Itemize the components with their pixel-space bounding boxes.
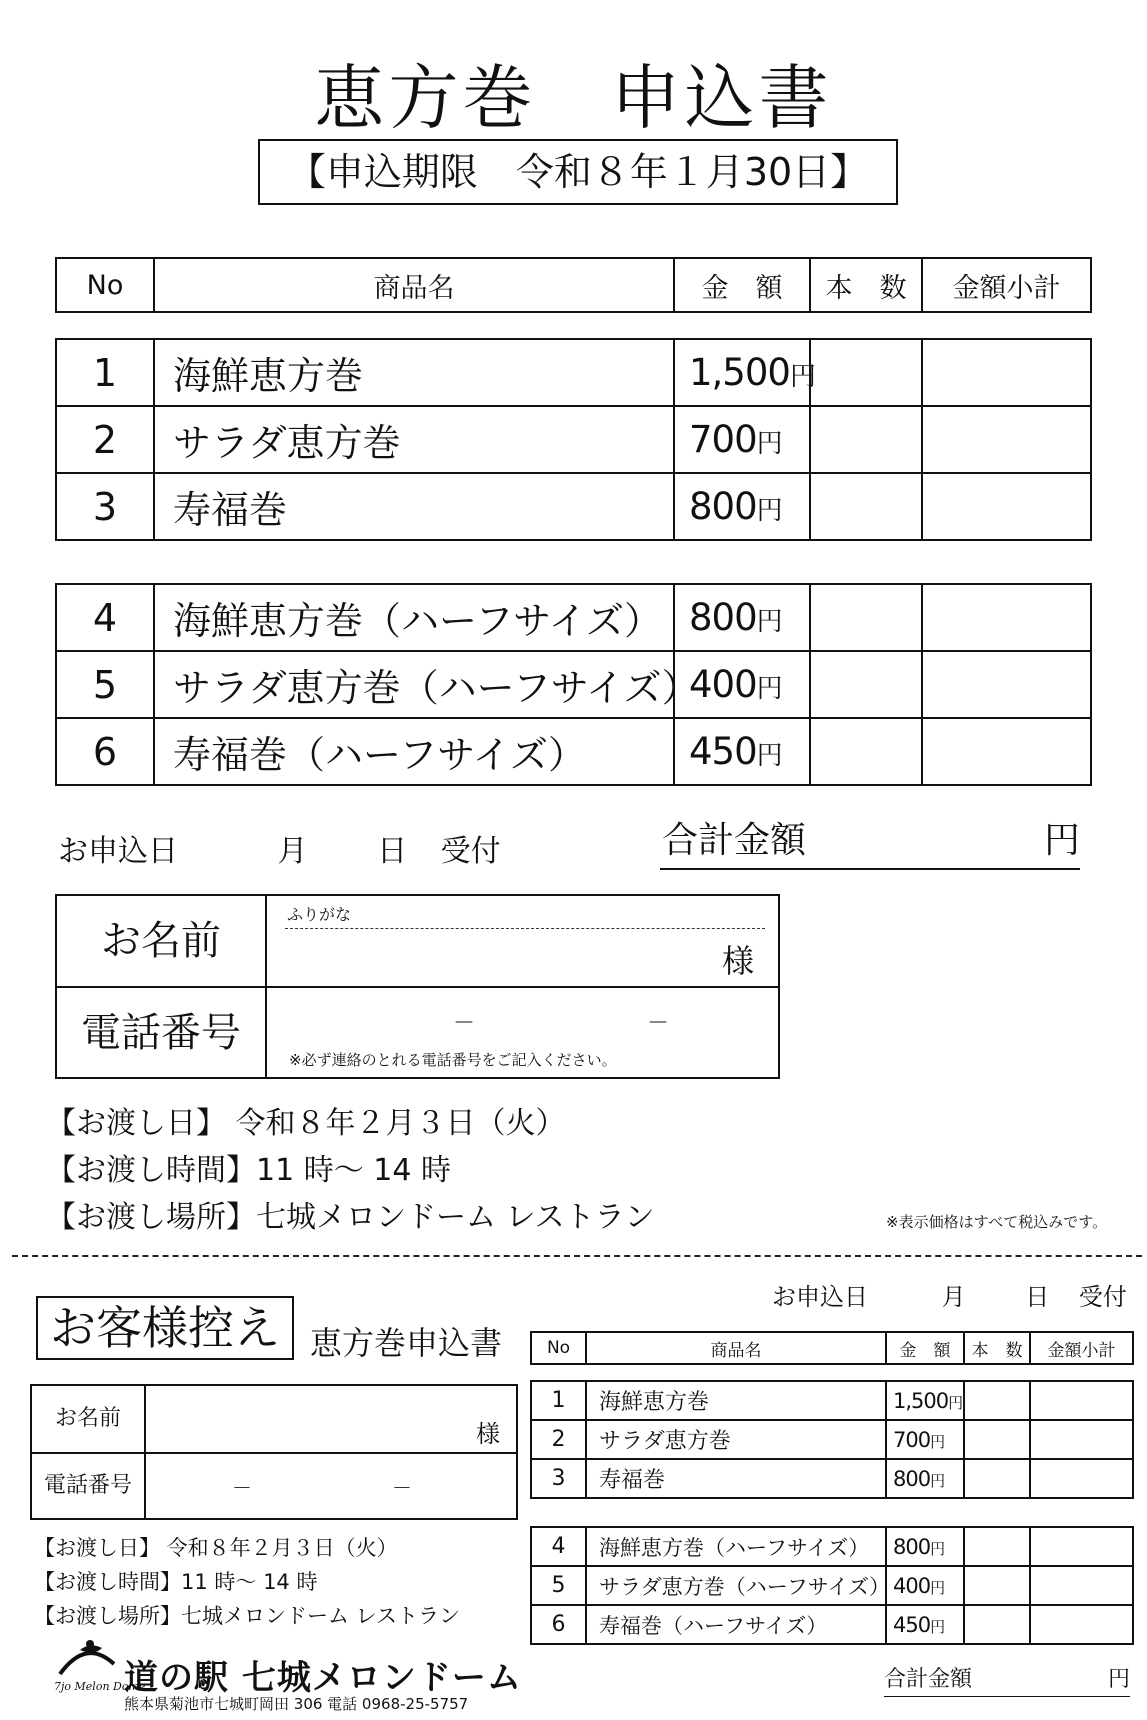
phone-label: 電話番号 <box>81 1010 241 1056</box>
qty-cell[interactable] <box>810 406 922 473</box>
item-no: 5 <box>531 1566 586 1605</box>
qty-cell[interactable] <box>810 651 922 718</box>
subtotal-cell[interactable] <box>922 718 1091 785</box>
logo-script-text: 7jo Melon Dome <box>54 1680 146 1693</box>
item-no: 1 <box>531 1381 586 1420</box>
header-no: No <box>531 1332 586 1364</box>
item-price: 450円 <box>674 718 810 785</box>
qty-cell[interactable] <box>810 584 922 651</box>
customer-copy-badge: お客様控え <box>36 1296 294 1360</box>
stub-header-table <box>530 1331 1134 1365</box>
name-field[interactable] <box>287 932 767 982</box>
pickup-time: 【お渡し時間】11 時～ 14 時 <box>46 1153 451 1188</box>
item-name: 寿福巻 <box>586 1459 886 1498</box>
qty-cell[interactable] <box>810 473 922 540</box>
subtotal-cell[interactable] <box>1030 1381 1133 1420</box>
table-row <box>56 584 1091 651</box>
stub-pickup-time: 【お渡し時間】11 時～ 14 時 <box>34 1570 318 1594</box>
apply-date-row <box>58 826 501 870</box>
header-qty: 本 数 <box>964 1332 1030 1364</box>
item-name: 寿福巻（ハーフサイズ） <box>154 718 674 785</box>
header-no: No <box>56 258 154 312</box>
product-table-half <box>55 583 1092 786</box>
item-name: 寿福巻 <box>154 473 674 540</box>
tax-note: ※表示価格はすべて税込みです。 <box>886 1213 1108 1231</box>
phone-dash-1: － <box>232 1476 252 1500</box>
header-product: 商品名 <box>154 258 674 312</box>
melon-dome-logo-icon <box>50 1634 146 1698</box>
furigana-label: ふりがな <box>287 905 352 924</box>
item-price: 700円 <box>886 1420 964 1459</box>
item-name: サラダ恵方巻（ハーフサイズ） <box>586 1566 886 1605</box>
item-name: 海鮮恵方巻（ハーフサイズ） <box>154 584 674 651</box>
stub-title: 恵方巻申込書 <box>310 1324 503 1362</box>
subtotal-cell[interactable] <box>922 584 1091 651</box>
subtotal-cell[interactable] <box>922 339 1091 406</box>
stub-total-field[interactable] <box>884 1660 1130 1697</box>
apply-received: 受付 <box>440 834 501 869</box>
product-header-table <box>55 257 1092 313</box>
header-qty: 本 数 <box>810 258 922 312</box>
table-row <box>56 406 1091 473</box>
stub-customer-box <box>30 1384 518 1520</box>
item-no: 3 <box>531 1459 586 1498</box>
table-row <box>56 339 1091 406</box>
header-price: 金 額 <box>886 1332 964 1364</box>
deadline-box: 【申込期限 令和８年１月30日】 <box>258 139 898 205</box>
pickup-date: 【お渡し日】 令和８年２月３日（火） <box>46 1106 566 1141</box>
name-label: お名前 <box>101 918 221 964</box>
apply-day: 日 <box>377 834 408 869</box>
subtotal-cell[interactable] <box>1030 1605 1133 1644</box>
stub-pickup-place: 【お渡し場所】七城メロンドーム レストラン <box>34 1604 461 1628</box>
item-no: 5 <box>56 651 154 718</box>
subtotal-cell[interactable] <box>922 473 1091 540</box>
subtotal-cell[interactable] <box>1030 1566 1133 1605</box>
item-name: サラダ恵方巻 <box>586 1420 886 1459</box>
apply-label: お申込日 <box>58 834 178 869</box>
customer-info-box <box>55 894 780 1079</box>
item-name: 海鮮恵方巻 <box>586 1381 886 1420</box>
qty-cell[interactable] <box>964 1605 1030 1644</box>
subtotal-cell[interactable] <box>1030 1459 1133 1498</box>
item-price: 450円 <box>886 1605 964 1644</box>
subtotal-cell[interactable] <box>922 406 1091 473</box>
item-no: 4 <box>56 584 154 651</box>
qty-cell[interactable] <box>964 1527 1030 1566</box>
apply-received: 受付 <box>1078 1283 1127 1311</box>
qty-cell[interactable] <box>964 1459 1030 1498</box>
qty-cell[interactable] <box>964 1381 1030 1420</box>
stub-product-table-regular <box>530 1380 1134 1499</box>
cut-line <box>12 1255 1142 1257</box>
phone-note: ※必ず連絡のとれる電話番号をご記入ください。 <box>289 1051 617 1069</box>
item-name: 海鮮恵方巻（ハーフサイズ） <box>586 1527 886 1566</box>
item-price: 1,500円 <box>886 1381 964 1420</box>
name-label: お名前 <box>54 1406 121 1431</box>
phone-dash-1: － <box>453 1011 476 1036</box>
stub-product-table-half <box>530 1526 1134 1645</box>
apply-month: 月 <box>941 1283 966 1311</box>
stub-pickup-date: 【お渡し日】 令和８年２月３日（火） <box>34 1536 398 1560</box>
subtotal-cell[interactable] <box>1030 1420 1133 1459</box>
table-row <box>531 1527 1133 1566</box>
qty-cell[interactable] <box>964 1420 1030 1459</box>
phone-label: 電話番号 <box>43 1473 132 1498</box>
total-yen: 円 <box>1107 1667 1130 1692</box>
item-price: 800円 <box>886 1527 964 1566</box>
apply-day: 日 <box>1025 1283 1050 1311</box>
phone-field[interactable] <box>148 1456 508 1514</box>
item-price: 400円 <box>674 651 810 718</box>
total-yen: 円 <box>1043 820 1080 861</box>
phone-field[interactable] <box>287 991 767 1041</box>
table-row <box>531 1566 1133 1605</box>
subtotal-cell[interactable] <box>922 651 1091 718</box>
furigana-field[interactable] <box>285 928 765 929</box>
header-product: 商品名 <box>586 1332 886 1364</box>
honorific-sama: 様 <box>722 942 755 980</box>
table-row <box>531 1605 1133 1644</box>
table-row <box>56 473 1091 540</box>
table-row <box>56 718 1091 785</box>
apply-month: 月 <box>277 834 308 869</box>
item-no: 2 <box>531 1420 586 1459</box>
item-name: サラダ恵方巻 <box>154 406 674 473</box>
qty-cell[interactable] <box>810 718 922 785</box>
item-price: 400円 <box>886 1566 964 1605</box>
product-table-regular <box>55 338 1092 541</box>
item-no: 6 <box>531 1605 586 1644</box>
pickup-place: 【お渡し場所】七城メロンドーム レストラン <box>46 1200 655 1235</box>
item-name: 寿福巻（ハーフサイズ） <box>586 1605 886 1644</box>
footer-address: 熊本県菊池市七城町岡田 306 電話 0968-25-5757 <box>124 1695 469 1713</box>
item-name: サラダ恵方巻（ハーフサイズ） <box>154 651 674 718</box>
item-price: 1,500円 <box>674 339 810 406</box>
item-price: 700円 <box>674 406 810 473</box>
apply-label: お申込日 <box>772 1283 868 1311</box>
total-label: 合計金額 <box>662 820 807 861</box>
item-price: 800円 <box>886 1459 964 1498</box>
total-label: 合計金額 <box>884 1667 973 1692</box>
table-row <box>531 1420 1133 1459</box>
item-price: 800円 <box>674 473 810 540</box>
item-price: 800円 <box>674 584 810 651</box>
name-field[interactable] <box>148 1390 508 1448</box>
total-amount-field[interactable] <box>660 812 1080 870</box>
item-no: 1 <box>56 339 154 406</box>
phone-dash-2: － <box>392 1476 412 1500</box>
brand-name: 道の駅 七城メロンドーム <box>124 1658 522 1698</box>
header-subtotal: 金額小計 <box>922 258 1091 312</box>
qty-cell[interactable] <box>964 1566 1030 1605</box>
table-row <box>531 1459 1133 1498</box>
item-no: 6 <box>56 718 154 785</box>
page-title: 恵方巻 申込書 <box>314 57 833 139</box>
honorific-sama: 様 <box>476 1420 500 1448</box>
header-subtotal: 金額小計 <box>1030 1332 1133 1364</box>
subtotal-cell[interactable] <box>1030 1527 1133 1566</box>
table-row <box>531 1381 1133 1420</box>
item-name: 海鮮恵方巻 <box>154 339 674 406</box>
table-row <box>56 651 1091 718</box>
phone-dash-2: － <box>647 1011 670 1036</box>
item-no: 4 <box>531 1527 586 1566</box>
item-no: 2 <box>56 406 154 473</box>
header-price: 金 額 <box>674 258 810 312</box>
qty-cell[interactable] <box>810 339 922 406</box>
stub-apply-date-row <box>772 1277 1127 1312</box>
item-no: 3 <box>56 473 154 540</box>
